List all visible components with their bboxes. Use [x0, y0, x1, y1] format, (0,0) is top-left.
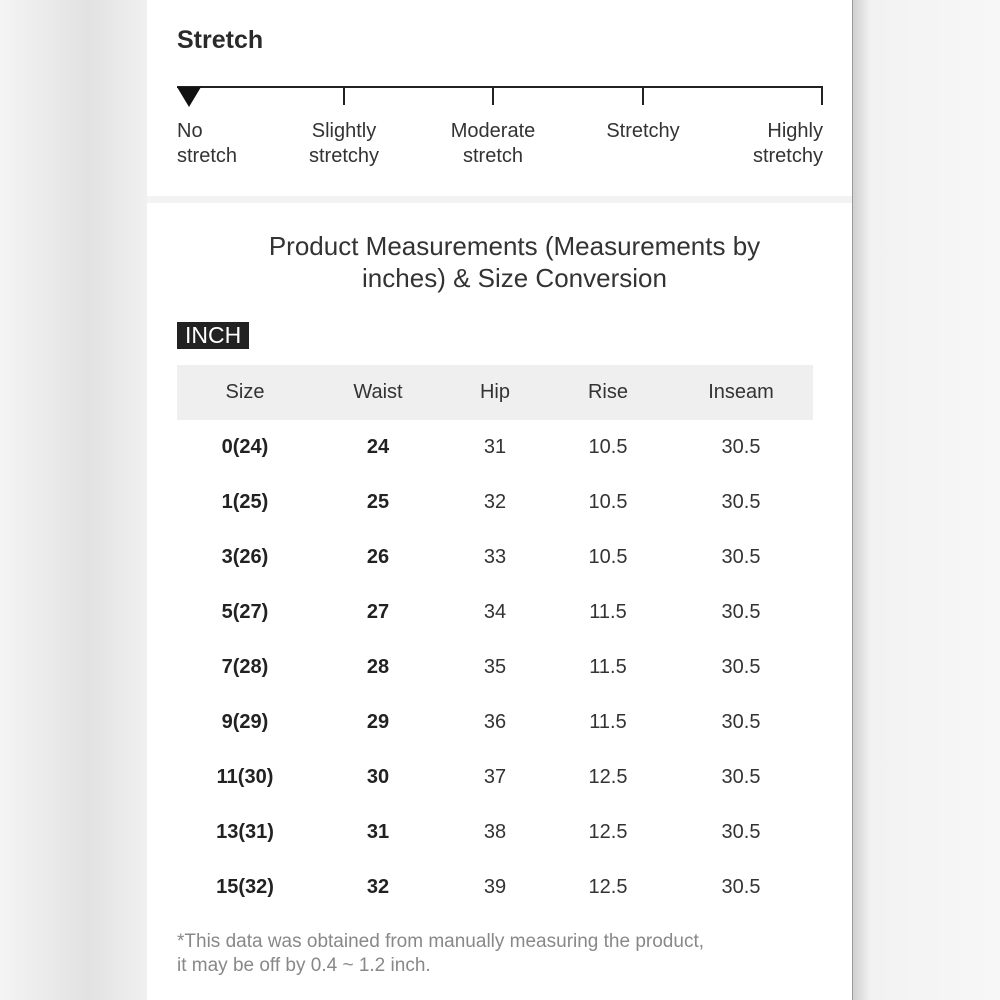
cell-size: 15(32)	[216, 876, 274, 898]
cell-rise: 10.5	[588, 436, 628, 458]
cell-inseam: 30.5	[721, 711, 761, 733]
column-header-inseam: Inseam	[669, 365, 813, 420]
cell-rise: 11.5	[589, 656, 627, 678]
cell-rise: 12.5	[588, 876, 628, 898]
cell-inseam: 30.5	[721, 436, 761, 458]
table-body	[177, 420, 813, 915]
stretch-level-highly-stretchy: Highly stretchy	[752, 120, 823, 167]
cell-inseam: 30.5	[721, 876, 761, 898]
cell-rise: 10.5	[588, 491, 628, 513]
measurements-title-text: Product Measurements (Measurements by inches) & Size Conversion	[268, 231, 761, 293]
cell-hip: 35	[483, 656, 507, 678]
stretch-tick	[492, 86, 494, 105]
cell-rise: 11.5	[589, 711, 627, 733]
cell-waist: 32	[366, 876, 390, 898]
size-chart-table	[177, 365, 813, 915]
measurement-footnote	[177, 930, 817, 978]
section-divider	[147, 196, 852, 203]
stretch-tick	[821, 86, 823, 105]
cell-inseam: 30.5	[721, 766, 761, 788]
column-header-waist: Waist	[313, 365, 443, 420]
cell-size: 0(24)	[221, 436, 269, 458]
stretch-level-moderate-stretch: Moderate stretch	[450, 120, 536, 167]
cell-size: 9(29)	[221, 711, 269, 733]
stretch-level-no-stretch: No stretch	[177, 120, 238, 167]
cell-waist: 27	[366, 601, 390, 623]
table-header-row	[177, 365, 813, 420]
cell-rise: 10.5	[588, 546, 628, 568]
cell-inseam: 30.5	[721, 601, 761, 623]
cell-hip: 32	[483, 491, 507, 513]
cell-inseam: 30.5	[721, 656, 761, 678]
cell-inseam: 30.5	[721, 821, 761, 843]
background-left	[0, 0, 147, 1000]
cell-hip: 36	[483, 711, 507, 733]
column-header-hip: Hip	[443, 365, 547, 420]
table-row	[177, 530, 813, 585]
cell-hip: 33	[483, 546, 507, 568]
table-row	[177, 860, 813, 915]
stretch-tick	[642, 86, 644, 105]
stretch-level-slightly-stretchy: Slightly stretchy	[308, 120, 380, 167]
cell-size: 1(25)	[221, 491, 269, 513]
cell-size: 13(31)	[216, 821, 274, 843]
column-header-rise: Rise	[547, 365, 669, 420]
column-header-size: Size	[177, 365, 313, 420]
background-right	[853, 0, 1000, 1000]
cell-rise: 12.5	[588, 766, 628, 788]
cell-hip: 39	[483, 876, 507, 898]
stretch-level-stretchy: Stretchy	[606, 120, 680, 142]
unit-badge: INCH	[177, 322, 249, 349]
cell-rise: 11.5	[589, 601, 627, 623]
footnote-text: *This data was obtained from manually measuring the product, it may be off by 0.4 ~ 1.2 inch.	[177, 931, 704, 976]
cell-hip: 37	[483, 766, 507, 788]
cell-waist: 30	[366, 766, 390, 788]
cell-waist: 31	[366, 821, 390, 843]
cell-inseam: 30.5	[721, 546, 761, 568]
cell-rise: 12.5	[588, 821, 628, 843]
table-row	[177, 640, 813, 695]
table-row	[177, 805, 813, 860]
cell-size: 11(30)	[216, 766, 274, 788]
stretch-tick	[343, 86, 345, 105]
product-info-card	[147, 0, 853, 1000]
table-row	[177, 585, 813, 640]
table-row	[177, 420, 813, 475]
cell-inseam: 30.5	[721, 491, 761, 513]
cell-hip: 34	[483, 601, 507, 623]
cell-size: 5(27)	[221, 601, 269, 623]
cell-waist: 28	[366, 656, 390, 678]
cell-hip: 31	[483, 436, 507, 458]
table-row	[177, 475, 813, 530]
stretch-title: Stretch	[177, 26, 264, 54]
cell-waist: 26	[366, 546, 390, 568]
table-row	[177, 750, 813, 805]
stretch-selected-marker-icon	[177, 87, 201, 107]
cell-waist: 24	[366, 436, 390, 458]
cell-hip: 38	[483, 821, 507, 843]
measurements-title	[147, 230, 882, 294]
stretch-scale-line	[177, 86, 822, 88]
cell-waist: 25	[366, 491, 390, 513]
table-row	[177, 695, 813, 750]
cell-waist: 29	[366, 711, 390, 733]
cell-size: 7(28)	[221, 656, 269, 678]
cell-size: 3(26)	[221, 546, 269, 568]
